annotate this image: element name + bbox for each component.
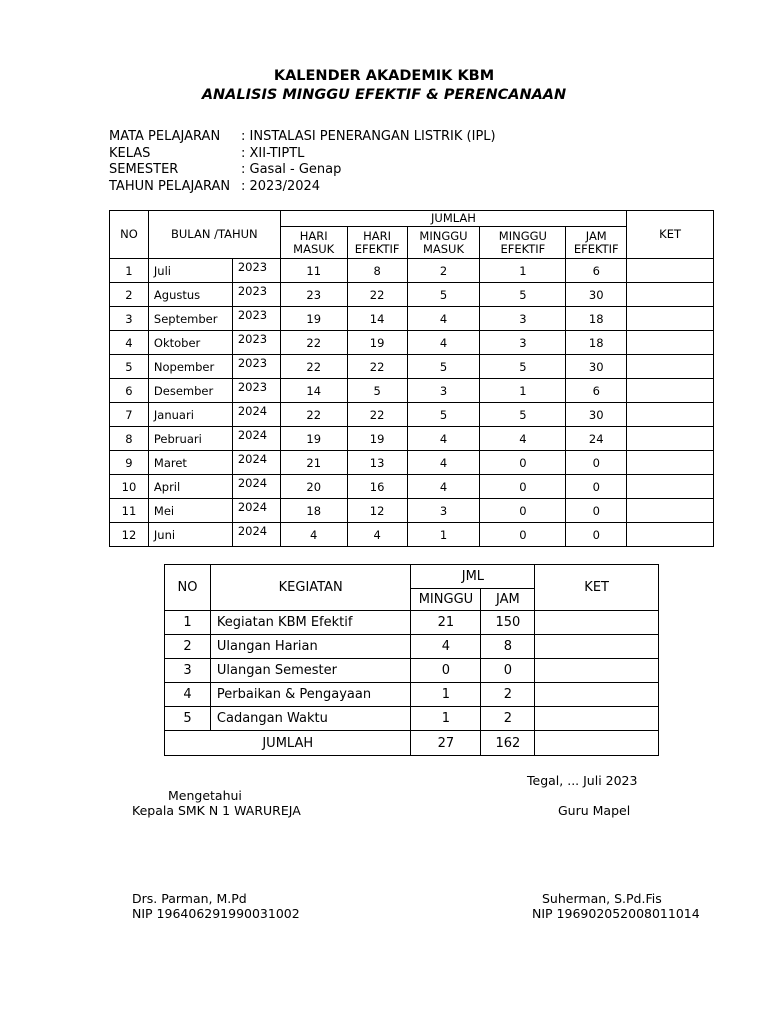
cell-minggu-masuk: 3 bbox=[407, 499, 480, 523]
cell-no: 9 bbox=[110, 451, 149, 475]
act-cell-no: 2 bbox=[165, 635, 211, 659]
cell-jam-efektif: 0 bbox=[566, 451, 627, 475]
table-row bbox=[110, 523, 714, 547]
act-cell-ket bbox=[535, 611, 659, 635]
cell-no: 12 bbox=[110, 523, 149, 547]
header-line: HARI bbox=[299, 228, 328, 243]
cell-month: September bbox=[148, 307, 232, 331]
cell-ket bbox=[627, 259, 714, 283]
cell-minggu-masuk: 4 bbox=[407, 331, 480, 355]
act-cell-jam: 2 bbox=[481, 683, 535, 707]
act-cell-minggu: 0 bbox=[411, 659, 481, 683]
teacher-title: Guru Mapel bbox=[558, 803, 631, 818]
place-date: Tegal, ... Juli 2023 bbox=[527, 773, 638, 788]
cell-minggu-masuk: 5 bbox=[407, 283, 480, 307]
cell-year: 2024 bbox=[232, 403, 280, 427]
header-line: MASUK bbox=[293, 241, 335, 256]
header-line: EFEKTIF bbox=[573, 241, 619, 256]
cell-year: 2024 bbox=[232, 451, 280, 475]
cell-no: 5 bbox=[110, 355, 149, 379]
cell-hari-masuk: 4 bbox=[280, 523, 347, 547]
cell-month: Agustus bbox=[148, 283, 232, 307]
header-minggu-masuk bbox=[407, 227, 480, 259]
table-row bbox=[165, 683, 659, 707]
header-line: HARI bbox=[363, 228, 392, 243]
cell-month: Januari bbox=[148, 403, 232, 427]
act-cell-jam: 150 bbox=[481, 611, 535, 635]
cell-ket bbox=[627, 499, 714, 523]
act-cell-minggu: 21 bbox=[411, 611, 481, 635]
cell-hari-masuk: 22 bbox=[280, 331, 347, 355]
cell-no: 11 bbox=[110, 499, 149, 523]
header-jumlah: JUMLAH bbox=[280, 211, 626, 227]
table-row bbox=[110, 451, 714, 475]
cell-year: 2024 bbox=[232, 475, 280, 499]
cell-hari-efektif: 22 bbox=[347, 355, 407, 379]
act-cell-ket bbox=[535, 635, 659, 659]
info-value: : XII-TIPTL bbox=[241, 145, 305, 161]
document-title: KALENDER AKADEMIK KBM bbox=[273, 68, 495, 84]
act-cell-minggu: 4 bbox=[411, 635, 481, 659]
cell-month: Juli bbox=[148, 259, 232, 283]
act-total-minggu: 27 bbox=[411, 731, 481, 756]
cell-hari-masuk: 11 bbox=[280, 259, 347, 283]
cell-minggu-efektif: 3 bbox=[480, 331, 566, 355]
cell-month: Oktober bbox=[148, 331, 232, 355]
cell-hari-efektif: 19 bbox=[347, 331, 407, 355]
cell-no: 2 bbox=[110, 283, 149, 307]
cell-hari-masuk: 22 bbox=[280, 355, 347, 379]
cell-minggu-masuk: 2 bbox=[407, 259, 480, 283]
cell-hari-efektif: 4 bbox=[347, 523, 407, 547]
cell-minggu-efektif: 5 bbox=[480, 355, 566, 379]
cell-hari-efektif: 12 bbox=[347, 499, 407, 523]
teacher-name: Suherman, S.Pd.Fis bbox=[542, 891, 662, 906]
act-cell-kegiatan: Cadangan Waktu bbox=[210, 707, 411, 731]
cell-no: 3 bbox=[110, 307, 149, 331]
cell-jam-efektif: 6 bbox=[566, 379, 627, 403]
cell-hari-efektif: 22 bbox=[347, 403, 407, 427]
table-row bbox=[110, 499, 714, 523]
cell-minggu-masuk: 4 bbox=[407, 451, 480, 475]
cell-ket bbox=[627, 403, 714, 427]
header-month-year: BULAN /TAHUN bbox=[148, 211, 280, 259]
cell-year: 2023 bbox=[232, 379, 280, 403]
act-total-ket bbox=[535, 731, 659, 756]
cell-jam-efektif: 30 bbox=[566, 355, 627, 379]
cell-jam-efektif: 30 bbox=[566, 283, 627, 307]
cell-ket bbox=[627, 283, 714, 307]
cell-hari-masuk: 19 bbox=[280, 427, 347, 451]
table-row bbox=[110, 355, 714, 379]
cell-hari-masuk: 20 bbox=[280, 475, 347, 499]
header-no: NO bbox=[110, 211, 149, 259]
table-row bbox=[165, 635, 659, 659]
header-line: EFEKTIF bbox=[354, 241, 400, 256]
cell-ket bbox=[627, 475, 714, 499]
cell-minggu-masuk: 5 bbox=[407, 403, 480, 427]
cell-hari-efektif: 14 bbox=[347, 307, 407, 331]
info-row-semester bbox=[109, 162, 496, 179]
act-cell-no: 4 bbox=[165, 683, 211, 707]
cell-hari-masuk: 19 bbox=[280, 307, 347, 331]
cell-minggu-efektif: 3 bbox=[480, 307, 566, 331]
info-label: KELAS bbox=[109, 145, 151, 161]
cell-month: Maret bbox=[148, 451, 232, 475]
cell-year: 2023 bbox=[232, 307, 280, 331]
header-line: JAM bbox=[585, 228, 607, 243]
act-header-jam: JAM bbox=[481, 589, 535, 611]
cell-ket bbox=[627, 355, 714, 379]
cell-month: April bbox=[148, 475, 232, 499]
cell-jam-efektif: 0 bbox=[566, 475, 627, 499]
table-row bbox=[110, 259, 714, 283]
cell-minggu-efektif: 5 bbox=[480, 403, 566, 427]
act-header-no: NO bbox=[165, 565, 211, 611]
info-value: : INSTALASI PENERANGAN LISTRIK (IPL) bbox=[241, 129, 496, 144]
cell-year: 2023 bbox=[232, 355, 280, 379]
header-minggu-efektif bbox=[480, 227, 566, 259]
cell-jam-efektif: 6 bbox=[566, 259, 627, 283]
cell-year: 2023 bbox=[232, 259, 280, 283]
cell-hari-masuk: 22 bbox=[280, 403, 347, 427]
act-cell-minggu: 1 bbox=[411, 707, 481, 731]
header-jam-efektif bbox=[566, 227, 627, 259]
principal-title: Kepala SMK N 1 WARUREJA bbox=[132, 803, 301, 818]
cell-minggu-masuk: 1 bbox=[407, 523, 480, 547]
course-info bbox=[109, 129, 496, 195]
cell-year: 2024 bbox=[232, 523, 280, 547]
act-header-ket: KET bbox=[535, 565, 659, 611]
cell-ket bbox=[627, 451, 714, 475]
cell-ket bbox=[627, 427, 714, 451]
act-cell-no: 5 bbox=[165, 707, 211, 731]
cell-no: 6 bbox=[110, 379, 149, 403]
info-row-subject bbox=[109, 129, 496, 146]
cell-minggu-efektif: 1 bbox=[480, 379, 566, 403]
header-hari-masuk bbox=[280, 227, 347, 259]
cell-month: Nopember bbox=[148, 355, 232, 379]
act-cell-kegiatan: Ulangan Harian bbox=[210, 635, 411, 659]
cell-ket bbox=[627, 523, 714, 547]
cell-hari-masuk: 21 bbox=[280, 451, 347, 475]
acknowledged-label: Mengetahui bbox=[168, 788, 242, 803]
act-cell-kegiatan: Ulangan Semester bbox=[210, 659, 411, 683]
table-row bbox=[110, 427, 714, 451]
info-label: MATA PELAJARAN bbox=[109, 129, 221, 144]
act-cell-kegiatan: Perbaikan & Pengayaan bbox=[210, 683, 411, 707]
act-cell-minggu: 1 bbox=[411, 683, 481, 707]
cell-minggu-efektif: 0 bbox=[480, 451, 566, 475]
cell-jam-efektif: 0 bbox=[566, 499, 627, 523]
cell-hari-efektif: 5 bbox=[347, 379, 407, 403]
cell-minggu-efektif: 0 bbox=[480, 475, 566, 499]
cell-hari-masuk: 14 bbox=[280, 379, 347, 403]
cell-ket bbox=[627, 379, 714, 403]
info-value: : 2023/2024 bbox=[241, 178, 321, 194]
table-row bbox=[110, 307, 714, 331]
act-cell-jam: 8 bbox=[481, 635, 535, 659]
teacher-nip: NIP 196902052008011014 bbox=[532, 906, 700, 921]
cell-minggu-masuk: 3 bbox=[407, 379, 480, 403]
cell-minggu-efektif: 0 bbox=[480, 499, 566, 523]
act-total-jam: 162 bbox=[481, 731, 535, 756]
act-cell-ket bbox=[535, 659, 659, 683]
table-row bbox=[110, 475, 714, 499]
act-header-minggu: MINGGU bbox=[411, 589, 481, 611]
info-label: SEMESTER bbox=[109, 162, 179, 177]
act-cell-ket bbox=[535, 707, 659, 731]
cell-minggu-masuk: 4 bbox=[407, 475, 480, 499]
activity-table bbox=[164, 564, 659, 756]
cell-jam-efektif: 18 bbox=[566, 331, 627, 355]
info-value: : Gasal - Genap bbox=[241, 162, 342, 177]
cell-no: 7 bbox=[110, 403, 149, 427]
act-header-kegiatan: KEGIATAN bbox=[210, 565, 411, 611]
header-line: MASUK bbox=[422, 241, 465, 256]
cell-minggu-masuk: 5 bbox=[407, 355, 480, 379]
cell-year: 2023 bbox=[232, 331, 280, 355]
cell-hari-efektif: 16 bbox=[347, 475, 407, 499]
cell-minggu-efektif: 5 bbox=[480, 283, 566, 307]
cell-hari-masuk: 18 bbox=[280, 499, 347, 523]
table-row bbox=[110, 379, 714, 403]
cell-month: Mei bbox=[148, 499, 232, 523]
table-row bbox=[165, 611, 659, 635]
header-line: MINGGU bbox=[419, 228, 468, 243]
document-subtitle: ANALISIS MINGGU EFEKTIF & PERENCANAAN bbox=[201, 87, 567, 103]
table-row bbox=[110, 331, 714, 355]
cell-no: 8 bbox=[110, 427, 149, 451]
table-row bbox=[165, 659, 659, 683]
cell-year: 2024 bbox=[232, 427, 280, 451]
cell-no: 1 bbox=[110, 259, 149, 283]
cell-minggu-masuk: 4 bbox=[407, 427, 480, 451]
header-line: EFEKTIF bbox=[500, 241, 546, 256]
act-cell-kegiatan: Kegiatan KBM Efektif bbox=[210, 611, 411, 635]
principal-name: Drs. Parman, M.Pd bbox=[132, 891, 247, 906]
cell-year: 2024 bbox=[232, 499, 280, 523]
cell-minggu-masuk: 4 bbox=[407, 307, 480, 331]
table-row bbox=[110, 283, 714, 307]
cell-hari-efektif: 13 bbox=[347, 451, 407, 475]
cell-jam-efektif: 18 bbox=[566, 307, 627, 331]
cell-minggu-efektif: 4 bbox=[480, 427, 566, 451]
cell-hari-efektif: 22 bbox=[347, 283, 407, 307]
cell-month: Juni bbox=[148, 523, 232, 547]
effective-weeks-table bbox=[109, 210, 714, 547]
cell-no: 4 bbox=[110, 331, 149, 355]
cell-no: 10 bbox=[110, 475, 149, 499]
act-header-jml: JML bbox=[411, 565, 535, 589]
cell-minggu-efektif: 1 bbox=[480, 259, 566, 283]
act-cell-no: 3 bbox=[165, 659, 211, 683]
act-cell-jam: 0 bbox=[481, 659, 535, 683]
info-row-year bbox=[109, 179, 496, 196]
act-cell-no: 1 bbox=[165, 611, 211, 635]
cell-month: Desember bbox=[148, 379, 232, 403]
cell-jam-efektif: 24 bbox=[566, 427, 627, 451]
cell-hari-efektif: 8 bbox=[347, 259, 407, 283]
cell-hari-masuk: 23 bbox=[280, 283, 347, 307]
header-ket: KET bbox=[627, 211, 714, 259]
cell-hari-efektif: 19 bbox=[347, 427, 407, 451]
act-cell-ket bbox=[535, 683, 659, 707]
cell-jam-efektif: 30 bbox=[566, 403, 627, 427]
cell-minggu-efektif: 0 bbox=[480, 523, 566, 547]
header-hari-efektif bbox=[347, 227, 407, 259]
cell-ket bbox=[627, 307, 714, 331]
header-line: MINGGU bbox=[498, 228, 547, 243]
cell-jam-efektif: 0 bbox=[566, 523, 627, 547]
cell-year: 2023 bbox=[232, 283, 280, 307]
table-row bbox=[165, 707, 659, 731]
cell-ket bbox=[627, 331, 714, 355]
cell-month: Pebruari bbox=[148, 427, 232, 451]
principal-nip: NIP 196406291990031002 bbox=[132, 906, 300, 921]
table-row bbox=[110, 403, 714, 427]
info-row-class bbox=[109, 146, 496, 163]
act-cell-jam: 2 bbox=[481, 707, 535, 731]
act-total-label: JUMLAH bbox=[165, 731, 411, 756]
info-label: TAHUN PELAJARAN bbox=[109, 178, 231, 194]
